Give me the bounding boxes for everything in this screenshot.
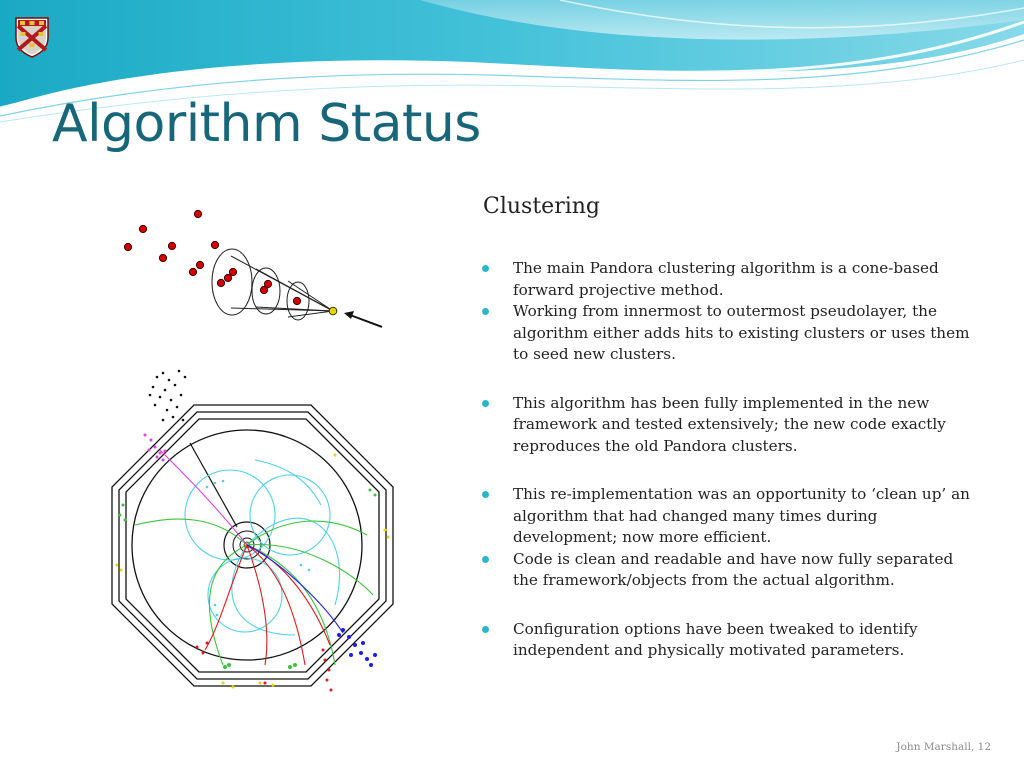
bullet-item: [482, 619, 982, 662]
bullet-text: Code is clean and readable and have now fully separated the framework/objects from the actual algorithm.: [513, 549, 954, 589]
bullet-text: Configuration options have been tweaked to identify independent and physically motivated parameters.: [513, 619, 918, 659]
bullet-item: [482, 484, 982, 549]
detector-event-display: [105, 365, 405, 705]
footer-author-page: John Marshall, 12: [896, 741, 991, 753]
bullet-item: [482, 301, 982, 366]
bullet-text: Working from innermost to outermost pseudolayer, the algorithm either adds hits to existing clusters or uses them to seed new clusters.: [513, 302, 970, 363]
bullet-item: [482, 258, 982, 301]
cone-clustering-diagram: [118, 205, 388, 335]
slide-title: Algorithm Status: [52, 94, 481, 154]
bullet-dot-icon: [482, 265, 489, 272]
bullet-text: The main Pandora clustering algorithm is a cone-based forward projective method.: [513, 259, 939, 299]
section-subtitle: Clustering: [483, 194, 600, 219]
bullet-item: [482, 549, 982, 592]
bullet-item: [482, 393, 982, 458]
bullet-dot-icon: [482, 491, 489, 498]
bullet-dot-icon: [482, 556, 489, 563]
bullet-dot-icon: [482, 308, 489, 315]
bullet-dot-icon: [482, 626, 489, 633]
bullet-text: This re-implementation was an opportunity to ‘clean up’ an algorithm that had changed many times during development; now more efficient.: [513, 485, 970, 546]
bullet-text: This algorithm has been fully implemented in the new framework and tested extensively; the new code exactly reproduces the old Pandora clusters.: [513, 393, 946, 455]
bullet-list: [482, 258, 982, 662]
bullet-dot-icon: [482, 400, 489, 407]
university-crest-logo: [14, 16, 50, 58]
